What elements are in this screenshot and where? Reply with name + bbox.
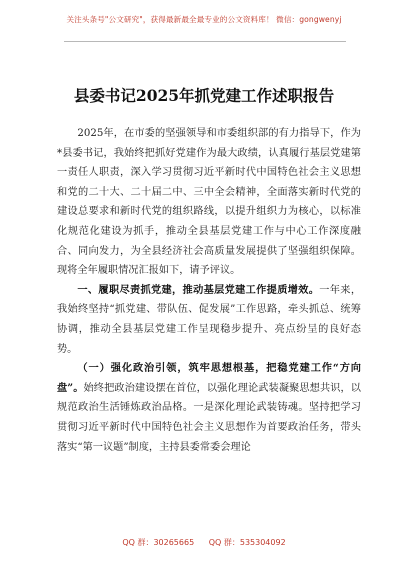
header-divider	[64, 41, 346, 42]
paragraph-section-1	[57, 281, 361, 359]
section-1-heading: 一、履职尽责抓党建，推动基层党建工作提质增效。	[77, 283, 320, 296]
paragraph-subsection-1	[57, 359, 361, 457]
footer-qq-group-1: QQ 群：30265665	[122, 538, 195, 547]
section-1-text: 一年来，我始终坚持“抓党建、带队伍、促发展”工作思路，牵头抓总、统筹协调，推动全县基层党建工作呈现稳步提升、亮点纷呈的良好态势。	[57, 284, 362, 355]
footer-qq-group-2: QQ 群：535304092	[208, 538, 286, 547]
subsection-1-heading: （一）强化政治引领，筑牢思想根基，把稳党建工作“方向盘”。	[57, 362, 361, 394]
header-note: 关注头条号"公文研究"，获得最新最全最专业的公文资料库！ 微信：gongwenyj	[66, 15, 342, 24]
paragraph-intro-text: 2025年，在市委的坚强领导和市委组织部的有力指导下，作为*县委书记，我始终把抓好党建作为最大政绩，认真履行基层党建第一责任人职责，深入学习贯彻习近平新时代中国特色社会主义思想和党的二十大、二十届二中、三中全会精神，全面落实新时代党的建设总要求和新时代党的组织路线，以提升组织力为核心，以标准化规范化建设为抓手，推动全县基层党建工作与中心工作深度融合、同向发力，为全县经济社会高质量发展提供了坚强组织保障。现将全年履职情况汇报如下，请予评议。	[57, 128, 361, 277]
document-body	[57, 124, 361, 457]
footer-contact	[0, 537, 408, 548]
paragraph-intro	[57, 124, 361, 281]
document-title: 县委书记2025年抓党建工作述职报告	[73, 86, 335, 105]
subsection-1-text: 始终把政治建设摆在首位，以强化理论武装凝聚思想共识，以规范政治生活锤炼政治品格。一是深化理论武装铸魂。坚持把学习贯彻习近平新时代中国特色社会主义思想作为首要政治任务，带头落实“第一议题”制度，主持县委常委会理论	[57, 382, 361, 453]
